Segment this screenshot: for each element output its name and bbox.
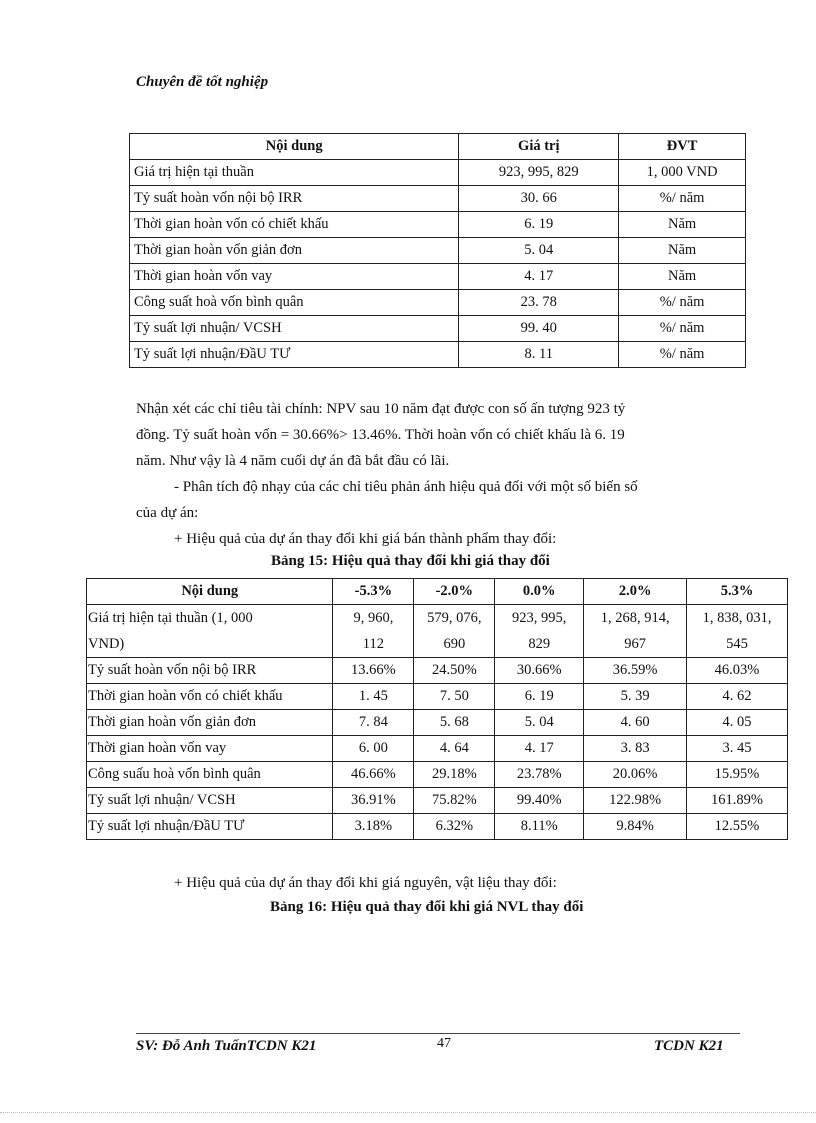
row-value: 5. 68 — [414, 710, 495, 736]
row-label: Tỷ suất hoàn vốn nội bộ IRR — [87, 658, 333, 684]
row-unit: %/ năm — [619, 290, 746, 316]
table-row — [130, 238, 746, 264]
row-value: 8.11% — [495, 814, 584, 840]
value-line: 923, 995, — [512, 610, 567, 626]
row-label: Thời gian hoàn vốn giản đơn — [130, 238, 459, 264]
column-header: 5.3% — [687, 579, 788, 605]
column-header: Giá trị — [459, 134, 619, 160]
value-line: 545 — [726, 636, 748, 652]
row-value: 99.40% — [495, 788, 584, 814]
value-line: 579, 076, — [427, 610, 482, 626]
row-value: 6. 00 — [333, 736, 414, 762]
table-header-row — [130, 134, 746, 160]
row-value: 23.78% — [495, 762, 584, 788]
row-value — [333, 605, 414, 658]
footer-divider — [136, 1033, 740, 1034]
row-value: 4. 64 — [414, 736, 495, 762]
row-value: 13.66% — [333, 658, 414, 684]
row-value: 923, 995, 829 — [459, 160, 619, 186]
table-row — [130, 212, 746, 238]
row-value: 3. 45 — [687, 736, 788, 762]
row-label: Thời gian hoàn vốn giản đơn — [87, 710, 333, 736]
table-row — [130, 160, 746, 186]
row-unit: %/ năm — [619, 186, 746, 212]
row-value: 23. 78 — [459, 290, 619, 316]
row-value: 12.55% — [687, 814, 788, 840]
table-row — [130, 186, 746, 212]
row-value: 7. 50 — [414, 684, 495, 710]
row-value: 99. 40 — [459, 316, 619, 342]
table-row — [87, 658, 788, 684]
row-unit: %/ năm — [619, 342, 746, 368]
npv-label-line: Giá trị hiện tại thuần (1, 000 — [88, 610, 253, 626]
row-value: 5. 04 — [459, 238, 619, 264]
table-row — [87, 762, 788, 788]
row-value: 122.98% — [584, 788, 687, 814]
materials-line: + Hiệu quả của dự án thay đổi khi giá nguyên, vật liệu thay đổi: — [174, 875, 557, 891]
footer-right: TCDN K21 — [654, 1038, 724, 1054]
row-label: Tỷ suất lợi nhuận/ĐầU TƯ — [130, 342, 459, 368]
row-value: 46.03% — [687, 658, 788, 684]
column-header: 2.0% — [584, 579, 687, 605]
table-row — [130, 290, 746, 316]
row-value: 4. 60 — [584, 710, 687, 736]
column-header: Nội dung — [87, 579, 333, 605]
row-value: 6. 19 — [495, 684, 584, 710]
row-label — [87, 605, 333, 658]
table15-caption: Bảng 15: Hiệu quả thay đổi khi giá thay đổi — [271, 553, 550, 569]
row-label: Tỷ suất hoàn vốn nội bộ IRR — [130, 186, 459, 212]
table-row — [87, 736, 788, 762]
npv-label-line: VND) — [88, 636, 125, 652]
row-value: 24.50% — [414, 658, 495, 684]
row-value: 4. 05 — [687, 710, 788, 736]
paragraph-line: Nhận xét các chỉ tiêu tài chính: NPV sau 10 năm đạt được con số ấn tượng 923 tỷ — [136, 401, 626, 417]
paragraph-line: - Phân tích độ nhạy của các chỉ tiêu phản ánh hiệu quả đối với một số biến số — [174, 479, 638, 495]
page-bottom-border — [0, 1112, 816, 1113]
column-header: Nội dung — [130, 134, 459, 160]
row-label: Thời gian hoàn vốn vay — [130, 264, 459, 290]
row-value: 30.66% — [495, 658, 584, 684]
row-label: Thời gian hoàn vốn vay — [87, 736, 333, 762]
row-value: 6.32% — [414, 814, 495, 840]
row-value: 161.89% — [687, 788, 788, 814]
row-value: 6. 19 — [459, 212, 619, 238]
row-label: Tỷ suất lợi nhuận/ĐầU TƯ — [87, 814, 333, 840]
column-header: -5.3% — [333, 579, 414, 605]
value-line: 967 — [624, 636, 646, 652]
page-number: 47 — [437, 1036, 451, 1051]
row-unit: Năm — [619, 238, 746, 264]
column-header: ĐVT — [619, 134, 746, 160]
table-row — [130, 316, 746, 342]
row-value: 5. 04 — [495, 710, 584, 736]
row-label: Công suất hoà vốn bình quân — [130, 290, 459, 316]
row-value: 4. 17 — [495, 736, 584, 762]
table-row — [130, 264, 746, 290]
column-header: -2.0% — [414, 579, 495, 605]
row-value: 3.18% — [333, 814, 414, 840]
row-label: Thời gian hoàn vốn có chiết khấu — [130, 212, 459, 238]
row-unit: %/ năm — [619, 316, 746, 342]
value-line: 690 — [443, 636, 466, 652]
row-unit: 1, 000 VND — [619, 160, 746, 186]
paragraph-line: năm. Như vậy là 4 năm cuối dự án đã bắt đầu có lãi. — [136, 453, 450, 469]
footer-left: SV: Đỗ Anh TuấnTCDN K21 — [136, 1038, 317, 1054]
row-label: Tỷ suất lợi nhuận/ VCSH — [130, 316, 459, 342]
table-row — [87, 814, 788, 840]
table-row — [130, 342, 746, 368]
row-value: 5. 39 — [584, 684, 687, 710]
table-header-row — [87, 579, 788, 605]
row-value: 20.06% — [584, 762, 687, 788]
row-value: 3. 83 — [584, 736, 687, 762]
paragraph-line: + Hiệu quả của dự án thay đổi khi giá bán thành phẩm thay đổi: — [174, 531, 557, 547]
row-label: Giá trị hiện tại thuần — [130, 160, 459, 186]
row-value: 4. 17 — [459, 264, 619, 290]
row-value: 36.91% — [333, 788, 414, 814]
row-value — [687, 605, 788, 658]
row-label: Công suấu hoà vốn bình quân — [87, 762, 333, 788]
row-value: 46.66% — [333, 762, 414, 788]
value-line: 1, 268, 914, — [600, 610, 670, 626]
summary-table — [129, 133, 746, 368]
table-row — [87, 684, 788, 710]
page-header: Chuyên đề tốt nghiệp — [136, 74, 269, 90]
value-line: 112 — [362, 636, 385, 652]
analysis-paragraph — [136, 396, 740, 552]
row-unit: Năm — [619, 264, 746, 290]
row-value: 7. 84 — [333, 710, 414, 736]
row-value: 4. 62 — [687, 684, 788, 710]
row-value: 1. 45 — [333, 684, 414, 710]
row-value: 30. 66 — [459, 186, 619, 212]
row-label: Thời gian hoàn vốn có chiết khấu — [87, 684, 333, 710]
row-value: 8. 11 — [459, 342, 619, 368]
table16-caption: Bảng 16: Hiệu quả thay đổi khi giá NVL thay đổi — [270, 899, 584, 915]
row-label: Tỷ suất lợi nhuận/ VCSH — [87, 788, 333, 814]
table-row — [87, 605, 788, 658]
row-value: 15.95% — [687, 762, 788, 788]
value-line: 829 — [528, 636, 551, 652]
row-value: 29.18% — [414, 762, 495, 788]
value-line: 9, 960, — [353, 610, 394, 626]
row-value: 36.59% — [584, 658, 687, 684]
row-value: 9.84% — [584, 814, 687, 840]
row-value — [584, 605, 687, 658]
value-line: 1, 838, 031, — [702, 610, 772, 626]
column-header: 0.0% — [495, 579, 584, 605]
table-row — [87, 788, 788, 814]
table-row — [87, 710, 788, 736]
paragraph-line: đồng. Tỷ suất hoàn vốn = 30.66%> 13.46%. Thời hoàn vốn có chiết khấu là 6. 19 — [136, 427, 625, 443]
paragraph-line: của dự án: — [136, 505, 199, 521]
sensitivity-table — [86, 578, 788, 840]
row-unit: Năm — [619, 212, 746, 238]
row-value — [414, 605, 495, 658]
row-value — [495, 605, 584, 658]
row-value: 75.82% — [414, 788, 495, 814]
